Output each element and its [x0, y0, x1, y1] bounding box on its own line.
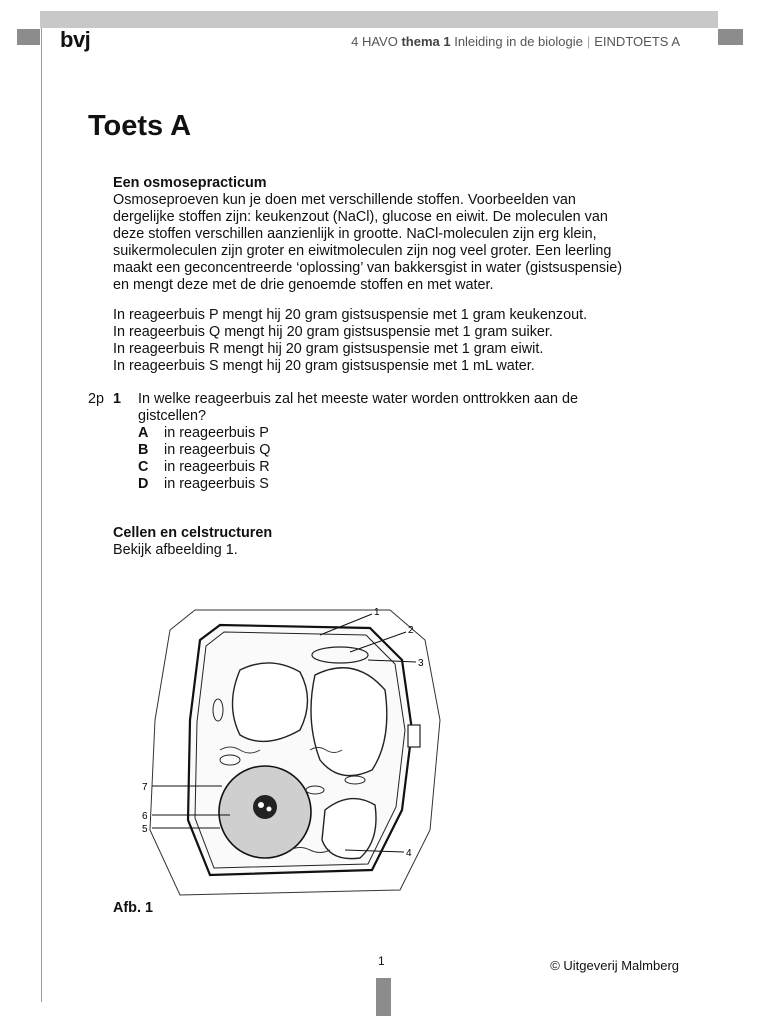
vacuole [233, 663, 308, 741]
intro-line: maakt een geconcentreerde ‘oplossing’ van bakkersgist in water (gistsuspensie) [113, 260, 623, 276]
tube-line: In reageerbuis S mengt hij 20 gram gistsuspensie met 1 mL water. [113, 358, 535, 374]
nucleolus-spot [267, 807, 272, 812]
publisher-logo: bvj [60, 27, 91, 52]
option-letter: B [138, 442, 149, 458]
answer-option-d[interactable] [138, 476, 438, 493]
header-prefix: 4 HAVO [351, 34, 402, 49]
copyright-notice: © Uitgeverij Malmberg [550, 958, 679, 973]
answer-option-a[interactable] [138, 425, 438, 442]
figure-caption: Afb. 1 [113, 900, 153, 916]
tube-list [113, 307, 673, 375]
figure-label-7: 7 [142, 782, 148, 793]
header-test-name: EINDTOETS A [594, 34, 680, 49]
option-letter: D [138, 476, 149, 492]
page-title: Toets A [88, 110, 192, 142]
left-margin-rule [41, 28, 42, 1002]
left-tab-marker [17, 29, 40, 45]
intro-line: suikermoleculen zijn groter en eiwitmoleculen zijn nog veel groter. Een leerling [113, 243, 612, 259]
tube-line: In reageerbuis P mengt hij 20 gram gistsuspensie met 1 gram keukenzout. [113, 307, 588, 323]
bottom-tab-marker [376, 978, 391, 1016]
tube-line: In reageerbuis Q mengt hij 20 gram gistsuspensie met 1 gram suiker. [113, 324, 553, 340]
section-heading-osmose: Een osmosepracticum [113, 175, 267, 191]
section-heading-cellen: Cellen en celstructuren [113, 525, 273, 541]
page-number: 1 [378, 954, 385, 968]
question-text-line: gistcellen? [138, 408, 206, 424]
answer-option-c[interactable] [138, 459, 438, 476]
question-text [138, 391, 628, 425]
figure-label-3: 3 [418, 658, 424, 669]
question-points: 2p [88, 391, 105, 407]
right-tab-marker [718, 29, 743, 45]
option-text: in reageerbuis Q [164, 442, 271, 458]
answer-option-b[interactable] [138, 442, 438, 459]
figure-label-5: 5 [142, 824, 148, 835]
intro-line: deze stoffen verschillen aanzienlijk in grootte. NaCl-moleculen zijn erg klein, [113, 226, 597, 242]
running-header [351, 34, 680, 49]
nucleolus [253, 795, 277, 819]
option-letter: C [138, 459, 149, 475]
nucleolus-spot [258, 802, 264, 808]
figure-label-1: 1 [374, 607, 380, 618]
plant-cell-drawing [140, 600, 460, 900]
option-text: in reageerbuis S [164, 476, 269, 492]
header-thema: thema 1 [401, 34, 451, 49]
option-letter: A [138, 425, 149, 441]
header-separator: | [586, 34, 591, 49]
plasmodesma [408, 725, 420, 747]
intro-line: Osmoseproeven kun je doen met verschillende stoffen. Voorbeelden van [113, 192, 576, 208]
intro-line: dergelijke stoffen zijn: keukenzout (NaCl), glucose en eiwit. De moleculen van [113, 209, 608, 225]
option-text: in reageerbuis P [164, 425, 269, 441]
section-instruction: Bekijk afbeelding 1. [113, 542, 238, 558]
header-subject: Inleiding in de biologie [450, 34, 583, 49]
figure-label-2: 2 [408, 625, 414, 636]
option-text: in reageerbuis R [164, 459, 270, 475]
top-bar [40, 11, 718, 28]
figure-label-4: 4 [406, 848, 412, 859]
tube-line: In reageerbuis R mengt hij 20 gram gistsuspensie met 1 gram eiwit. [113, 341, 544, 357]
question-number: 1 [113, 391, 122, 407]
intro-line: en mengt deze met de drie genoemde stoffen en met water. [113, 277, 494, 293]
plant-cell-figure [140, 600, 460, 900]
question-text-line: In welke reageerbuis zal het meeste water worden onttrokken aan de [138, 391, 578, 407]
vacuole [322, 799, 376, 859]
section-osmose [113, 175, 673, 294]
figure-label-6: 6 [142, 811, 148, 822]
section-cellen [113, 525, 673, 559]
vacuole [311, 668, 387, 776]
